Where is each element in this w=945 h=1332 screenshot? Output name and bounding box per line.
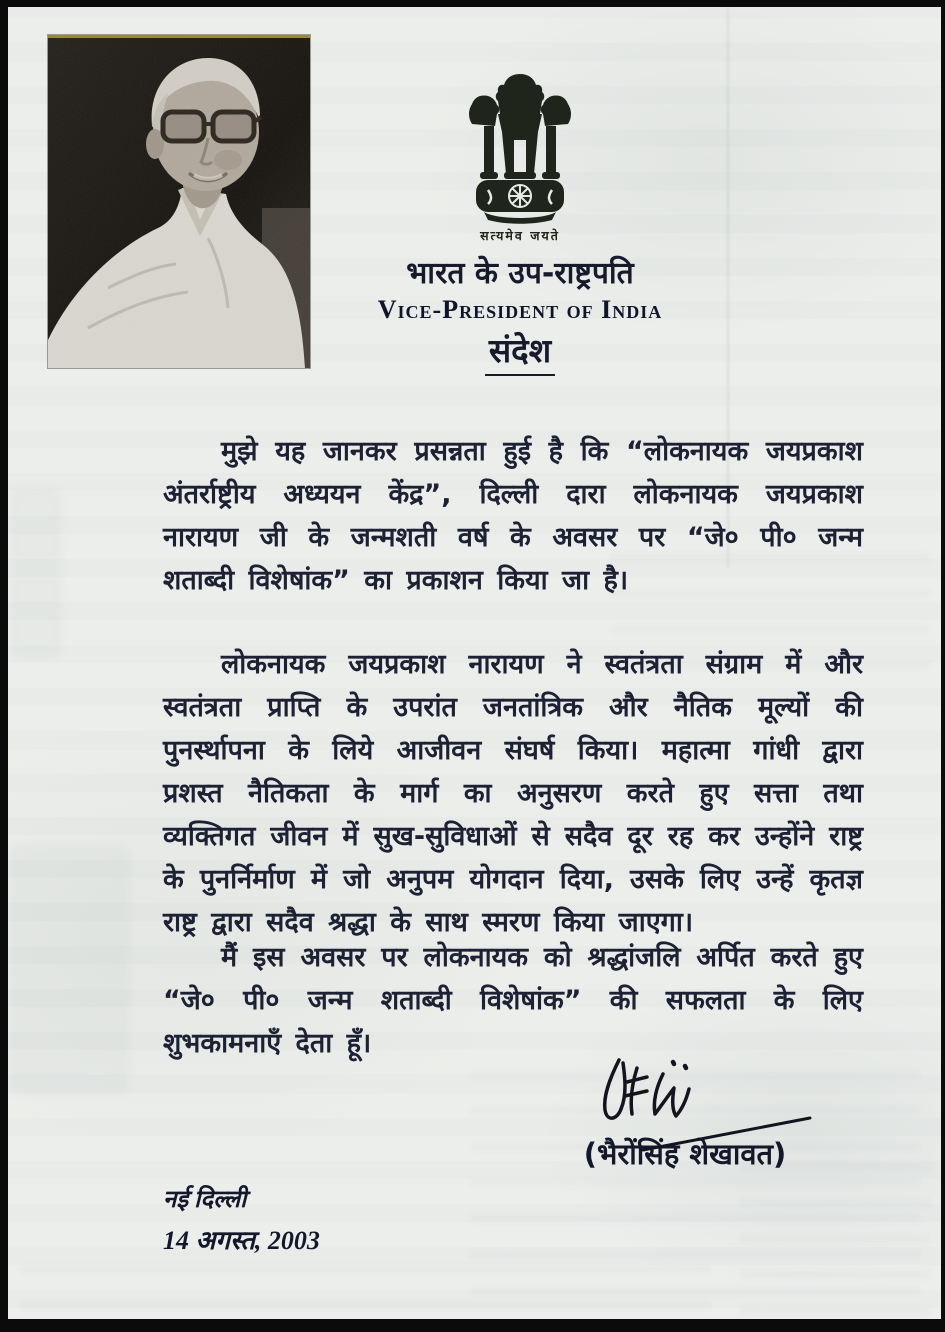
portrait-photo [48,35,310,368]
body-paragraph-1: मुझे यह जानकर प्रसन्नता हुई है कि “लोकनायक जयप्रकाश अंतर्राष्ट्रीय अध्ययन केंद्र”, दिल्ली दारा लोकनायक जयप्रकाश नारायण जी के जन्मशती वर्ष के अवसर पर “जे० पी० जन्म शताब्दी विशेषांक” का प्रकाशन किया जा है। [163,436,863,596]
title-english: Vice-President of India [377,295,663,324]
scan-edge-top [0,0,945,7]
body-paragraph-2: लोकनायक जयप्रकाश नारायण ने स्वतंत्रता संग्राम में और स्वतंत्रता प्राप्ति के उपरांत जनतांत्रिक और नैतिक मूल्यों की पुनर्स्थापना के लिये आजीवन संघर्ष किया। महात्मा गांधी द्वारा प्रशस्त नैतिकता के मार्ग का अनुसरण करते हुए सत्ता तथा व्यक्तिगत जीवन में सुख-सुविधाओं से सदैव दूर रह कर उन्होंने राष्ट्र के पुनर्निर्माण में जो अनुपम योगदान दिया, उसके लिए उन्हें कृतज्ञ राष्ट्र द्वारा सदैव श्रद्धा के साथ स्मरण किया जाएगा। [163,649,863,938]
scan-edge-bottom [0,1319,945,1332]
signatory-name: (भैरोंसिंह शेखावत) [583,1137,787,1171]
emblem-motto: सत्यमेव जयते [480,228,560,243]
letterhead [290,251,750,376]
dateline-place: नई दिल्ली [163,1187,247,1213]
title-hindi: भारत के उप-राष्ट्रपति [406,256,634,291]
lion-capital-icon [464,70,576,224]
dateline-date: 14 अगस्त, 2003 [163,1226,320,1255]
body-paragraph-3: मैं इस अवसर पर लोकनायक को श्रद्धांजलि अर्पित करते हुए “जे० पी० जन्म शताब्दी विशेषांक” की सफलता के लिए शुभकामनाएँ देता हूँ। [163,942,863,1059]
scan-edge-left [0,0,8,1332]
bleed-through-texture [470,1060,920,1295]
bleed-through-smudge [10,488,62,658]
scan-edge-right [941,0,945,1332]
national-emblem [420,70,620,244]
bleed-through-texture [20,1245,710,1310]
bleed-through-smudge [10,845,130,1095]
message-heading: संदेश [290,327,750,376]
bleed-through-texture [740,1150,930,1315]
dateline [163,1182,320,1257]
portrait-image [48,38,310,368]
